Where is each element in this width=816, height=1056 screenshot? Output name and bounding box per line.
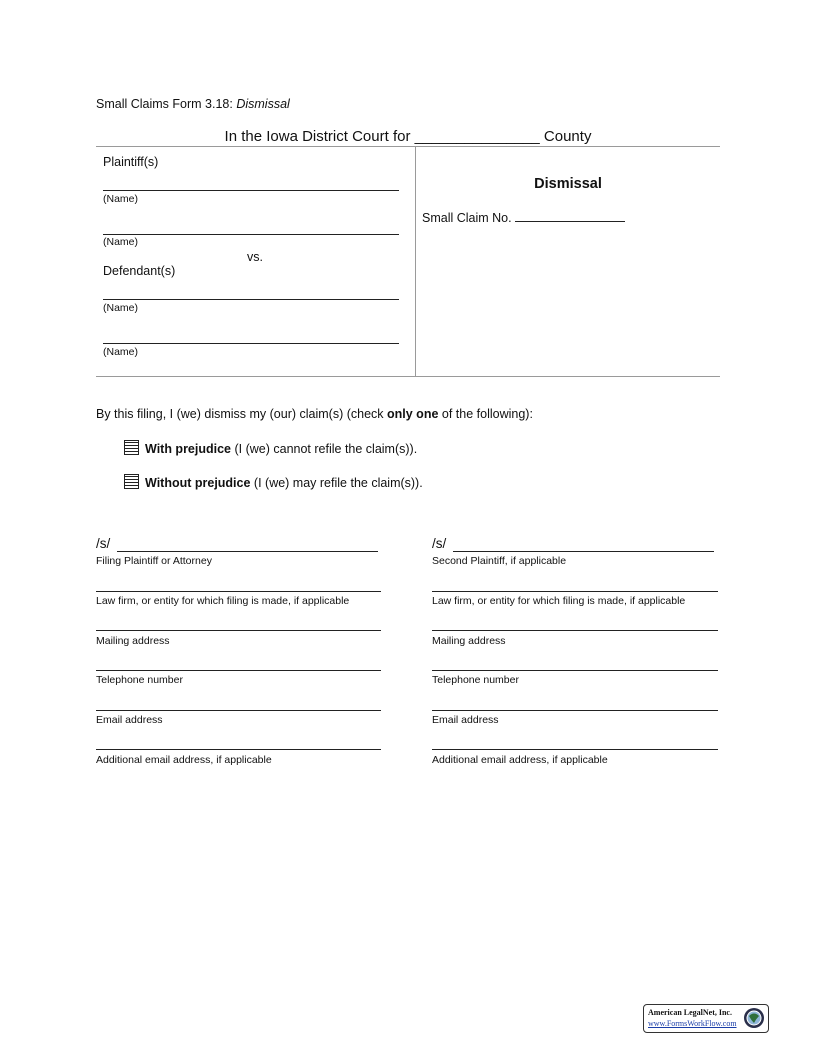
- filing-statement: [96, 407, 533, 421]
- left-caption-firm: Law firm, or entity for which filing is made, if applicable: [96, 595, 350, 607]
- left-signature-prefix: /s/: [96, 536, 111, 551]
- with-prejudice-checkbox[interactable]: [124, 440, 139, 455]
- left-caption-phone: Telephone number: [96, 674, 183, 686]
- left-signature-field[interactable]: [117, 551, 378, 552]
- right-caption-mailing: Mailing address: [432, 635, 506, 647]
- publisher-name: American LegalNet, Inc.: [648, 1008, 732, 1017]
- defendant-1-name-caption: (Name): [103, 302, 139, 314]
- plaintiff-1-name-caption: (Name): [103, 193, 139, 205]
- plaintiff-1-name-field[interactable]: [103, 190, 399, 191]
- left-additional-email-field[interactable]: [96, 749, 381, 750]
- left-caption-additional-email: Additional email address, if applicable: [96, 754, 272, 766]
- form-number: Small Claims Form 3.18:: [96, 97, 233, 111]
- small-claim-number: [422, 211, 625, 225]
- left-phone-field[interactable]: [96, 670, 381, 671]
- plaintiffs-label: Plaintiff(s): [103, 155, 159, 169]
- publisher-badge[interactable]: [643, 1004, 769, 1033]
- without-prejudice-desc: (I (we) may refile the claim(s)).: [250, 476, 423, 490]
- right-phone-field[interactable]: [432, 670, 718, 671]
- right-caption-signer: Second Plaintiff, if applicable: [432, 555, 567, 567]
- left-firm-field[interactable]: [96, 591, 381, 592]
- defendants-label: Defendant(s): [103, 264, 176, 278]
- filing-text-emphasis: only one: [387, 407, 439, 421]
- defendant-2-name-caption: (Name): [103, 346, 139, 358]
- left-caption-email: Email address: [96, 714, 163, 726]
- globe-logo-icon: [743, 1007, 765, 1029]
- defendant-2-name-field[interactable]: [103, 343, 399, 344]
- form-identifier: [96, 97, 290, 111]
- publisher-link[interactable]: www.FormsWorkFlow.com: [648, 1019, 737, 1028]
- defendant-1-name-field[interactable]: [103, 299, 399, 300]
- versus-label: vs.: [247, 250, 263, 264]
- claim-number-field[interactable]: [515, 211, 625, 222]
- right-caption-firm: Law firm, or entity for which filing is made, if applicable: [432, 595, 686, 607]
- right-mailing-field[interactable]: [432, 630, 718, 631]
- option-without-prejudice[interactable]: [124, 474, 423, 490]
- without-prejudice-label: Without prejudice: [145, 476, 251, 490]
- option-with-prejudice[interactable]: [124, 440, 417, 456]
- plaintiff-2-name-field[interactable]: [103, 234, 399, 235]
- caption-top-rule: [96, 146, 720, 147]
- right-firm-field[interactable]: [432, 591, 718, 592]
- right-caption-email: Email address: [432, 714, 499, 726]
- caption-bottom-rule: [96, 376, 720, 377]
- document-title: Dismissal: [534, 176, 602, 192]
- court-line: In the Iowa District Court for _______________ County: [224, 128, 592, 145]
- with-prejudice-label: With prejudice: [145, 442, 232, 456]
- left-caption-signer: Filing Plaintiff or Attorney: [96, 555, 212, 567]
- filing-text-post: of the following):: [438, 407, 533, 421]
- form-name: Dismissal: [236, 97, 290, 111]
- left-caption-mailing: Mailing address: [96, 635, 170, 647]
- plaintiff-2-name-caption: (Name): [103, 236, 139, 248]
- left-mailing-field[interactable]: [96, 630, 381, 631]
- filing-text-pre: By this filing, I (we) dismiss my (our) claim(s) (check: [96, 407, 388, 421]
- right-signature-field[interactable]: [453, 551, 714, 552]
- right-additional-email-field[interactable]: [432, 749, 718, 750]
- with-prejudice-desc: (I (we) cannot refile the claim(s)).: [231, 442, 418, 456]
- left-email-field[interactable]: [96, 710, 381, 711]
- without-prejudice-checkbox[interactable]: [124, 474, 139, 489]
- right-caption-phone: Telephone number: [432, 674, 519, 686]
- right-caption-additional-email: Additional email address, if applicable: [432, 754, 608, 766]
- claim-number-label: Small Claim No.: [422, 211, 512, 225]
- right-signature-prefix: /s/: [432, 536, 447, 551]
- right-email-field[interactable]: [432, 710, 718, 711]
